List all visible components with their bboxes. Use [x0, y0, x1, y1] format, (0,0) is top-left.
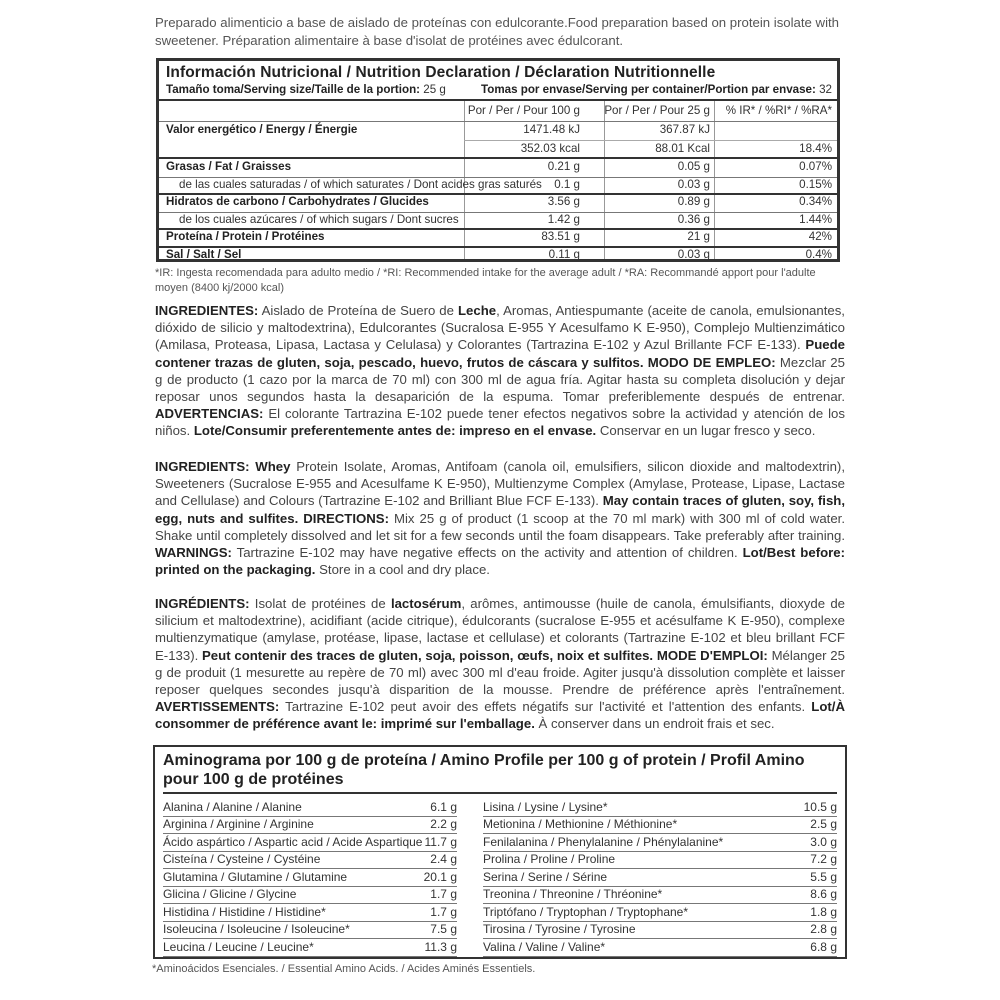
ingredients-fr-segment: Peut contenir des traces de gluten, soja, poisson, œufs, noix et sulfites. MODE D'EMPLOI:	[202, 647, 768, 663]
ri-footnote: *IR: Ingesta recomendada para adulto medio / *RI: Recommended intake for the average adult / *RA: Recommandé apport pour l'adulte moyen (8400 kj/2000 kcal)	[155, 267, 816, 294]
amino-value: 7.5 g	[430, 922, 457, 937]
row-divider	[464, 140, 837, 141]
ingredients-fr-segment: INGRÉDIENTS:	[155, 596, 250, 611]
ingredients-en	[155, 458, 845, 578]
nutrient-per-100g: 0.1 g	[554, 177, 580, 191]
amino-value: 11.7 g	[424, 834, 457, 849]
amino-name: Metionina / Methionine / Méthionine*	[483, 817, 678, 832]
amino-value: 1.7 g	[430, 904, 457, 919]
amino-name: Prolina / Proline / Proline	[483, 852, 616, 867]
amino-row	[163, 851, 457, 869]
amino-value: 8.6 g	[810, 887, 837, 902]
amino-row	[163, 921, 457, 939]
amino-value: 7.2 g	[810, 852, 837, 867]
rule	[159, 99, 837, 101]
nutrient-label: Sal / Salt / Sel	[166, 247, 242, 261]
amino-name: Arginina / Arginine / Arginine	[163, 817, 314, 832]
energy-kj-100g: 1471.48 kJ	[523, 123, 580, 136]
ingredients-en-segment: Mix 25 g of product (1 scoop at the 70 ml mark) with 300 ml of cold water. Shake until completely dissolved and let sit for a few seconds until the foam disappears. Take preferably after training.	[155, 510, 845, 543]
ingredients-es-segment: INGREDIENTES:	[155, 303, 259, 318]
amino-value: 10.5 g	[803, 800, 837, 814]
header-per-100g: Por / Per / Pour 100 g	[467, 104, 580, 117]
amino-value: 3.0 g	[810, 834, 837, 849]
serving-label: Tamaño toma/Serving size/Taille de la portion:	[166, 83, 421, 96]
amino-row	[163, 886, 457, 904]
ingredients-es-segment: Lote/Consumir preferentemente antes de: impreso en el envase.	[193, 423, 597, 439]
nutrient-ri: 0.4%	[805, 247, 832, 261]
ingredients-en-segment: Tartrazine E-102 may have negative effects on the activity and attention of children.	[231, 545, 743, 561]
amino-value: 1.7 g	[430, 887, 457, 902]
energy-kcal-25g: 88.01 Kcal	[655, 142, 710, 155]
nutrient-per-100g: 83.51 g	[541, 230, 580, 243]
header-ri: % IR* / %RI* / %RA*	[725, 104, 832, 117]
nutrient-label: Hidratos de carbono / Carbohydrates / Glucides	[166, 195, 429, 208]
serving-line	[166, 83, 832, 97]
amino-value: 20.1 g	[423, 869, 457, 884]
amino-name: Ácido aspártico / Aspartic acid / Acide Aspartique	[163, 834, 423, 849]
amino-row	[483, 851, 837, 869]
per-container-label: Tomas por envase/Serving per container/Portion par envase:	[481, 83, 816, 96]
ingredients-en-segment: Store in a cool and dry place.	[315, 562, 490, 578]
amino-name: Serina / Serine / Sérine	[483, 869, 608, 884]
amino-row	[163, 799, 457, 817]
ingredients-fr-segment: lactosérum	[390, 596, 462, 611]
amino-footnote: *Aminoácidos Esenciales. / Essential Amino Acids. / Acides Aminés Essentiels.	[152, 963, 536, 975]
amino-row	[163, 939, 457, 957]
amino-name: Triptófano / Tryptophan / Tryptophane*	[483, 904, 689, 919]
amino-name: Histidina / Histidine / Histidine*	[163, 904, 326, 919]
nutrient-per-25g: 0.36 g	[677, 212, 710, 226]
amino-value: 2.2 g	[430, 817, 457, 832]
amino-name: Valina / Valine / Valine*	[483, 939, 606, 954]
nutrient-per-100g: 0.11 g	[548, 247, 580, 261]
amino-value: 11.3 g	[424, 939, 457, 954]
ingredients-fr-segment: À conserver dans un endroit frais et sec.	[534, 716, 775, 732]
intro-text: Preparado alimenticio a base de aislado de proteínas con edulcorante.Food preparation based on protein isolate with sweetener. Préparation alimentaire à base d'isolat de protéines avec édulcorant.	[155, 15, 839, 48]
amino-name: Isoleucina / Isoleucine / Isoleucine*	[163, 922, 350, 937]
nutrient-ri: 0.07%	[799, 160, 832, 173]
nutrient-ri: 42%	[808, 230, 832, 243]
amino-row	[483, 816, 837, 834]
ingredients-en-segment: Lot/Best before: printed on the packaging.	[155, 545, 846, 578]
row-divider	[159, 121, 837, 122]
amino-row	[483, 939, 837, 957]
energy-kj-25g: 367.87 kJ	[659, 123, 710, 136]
amino-row	[483, 921, 837, 939]
amino-name: Leucina / Leucine / Leucine*	[163, 939, 314, 954]
nutrient-label: de los cuales azúcares / of which sugars / Dont sucres	[179, 212, 459, 226]
amino-value: 6.1 g	[430, 800, 457, 814]
amino-row	[483, 799, 837, 817]
amino-row	[163, 869, 457, 887]
ingredients-es-segment: El colorante Tartrazina E-102 puede tener efectos negativos sobre la actividad y atención de los niños.	[155, 406, 845, 439]
nutrient-per-100g: 1.42 g	[547, 212, 580, 226]
amino-row	[483, 886, 837, 904]
amino-row	[163, 834, 457, 852]
ingredients-es-segment: Conservar en un lugar fresco y seco.	[596, 423, 816, 439]
amino-value: 2.5 g	[810, 817, 837, 832]
nutrient-per-25g: 0.03 g	[677, 247, 710, 261]
ingredients-fr-segment: AVERTISSEMENTS:	[155, 699, 280, 715]
amino-row	[483, 834, 837, 852]
nutrition-table	[156, 58, 840, 262]
ingredients-fr-segment: Isolat de protéines de	[249, 596, 391, 611]
serving-value: 25 g	[423, 83, 446, 96]
ingredients-fr-segment: , arômes, antimousse (huile de canola, émulsifiants, dioxyde de silicium et maltodextrine), acidifiant (acide citrique), édulcorants (sucralose E-955 et acésulfame K E-950), complexe multienzymatique (amylase, protéase, lipase, lactase et cellulase) et colorants (Tartrazine E-102 et bleu brillant FCF E-133).	[155, 596, 845, 663]
ingredients-fr-segment: Tartrazine E-102 peut avoir des effets négatifs sur l'activité et l'attention des enfants.	[279, 699, 812, 715]
amino-name: Glutamina / Glutamine / Glutamine	[163, 869, 348, 884]
amino-row	[483, 869, 837, 887]
ingredients-en-segment: Protein Isolate, Aromas, Antifoam (canola oil, emulsifiers, silicon dioxide and maltodextrin), Sweeteners (Sucralose E-955 and Acesulfame K E-950), Multienzyme Complex (Amylase, Protease, Lipase, Lactase and Cellulase) and Colours (Tartrazine E-102 and Brilliant Blue FCF E-133).	[155, 459, 845, 509]
nutrient-per-100g: 0.21 g	[547, 160, 580, 173]
energy-ri: 18.4%	[799, 142, 832, 155]
nutrient-ri: 0.15%	[799, 177, 832, 191]
energy-kcal-100g: 352.03 kcal	[520, 142, 580, 155]
nutrient-ri: 1.44%	[799, 212, 832, 226]
ingredients-fr-segment: Mélanger 25 g de produit (1 mesurette au repère de 70 ml) avec 300 ml d'eau froide. Agiter jusqu'à dissolution complète et laisser reposer quelques secondes jusqu'à disparition de la mousse. Prendre de préférence après l'entraînement.	[155, 647, 845, 698]
ingredients-es-segment: Leche	[458, 303, 497, 318]
nutrient-label: Proteína / Protein / Protéines	[166, 230, 325, 243]
amino-value: 1.8 g	[810, 904, 837, 919]
amino-name: Tirosina / Tyrosine / Tyrosine	[483, 922, 636, 937]
nutrient-per-100g: 3.56 g	[547, 195, 580, 208]
nutrient-per-25g: 0.89 g	[677, 195, 710, 208]
ingredients-es-segment: Mezclar 25 g de producto (1 cazo por la marca de 70 ml) con 300 ml de agua fría. Agitar hasta su completa disolución y dejar reposar unos segundos hasta la desaparición de la espuma. Tomar preferiblemente después de entrenar.	[155, 354, 845, 405]
ingredients-es-segment: ADVERTENCIAS:	[155, 406, 264, 422]
amino-name: Lisina / Lysine / Lysine*	[483, 800, 608, 814]
ingredients-es-segment: Puede contener trazas de gluten, soja, pescado, huevo, frutos de cáscara y sulfitos. MODO DE EMPLEO:	[155, 337, 845, 370]
header-per-25g: Por / Per / Pour 25 g	[604, 104, 710, 117]
ingredients-es-segment: , Aromas, Antiespumante (aceite de canola, emulsionantes, dióxido de silicio y maltodextrina), Edulcorantes (Sucralosa E-955 Y Acesulfamo K E-950), Complejo Multienzimático (Amilasa, Proteasa, Lipasa, Lactasa y Celulasa) y Colorantes (Tartrazina E-102 y Azul Brillante FCF E-133).	[155, 303, 845, 353]
amino-name: Glicina / Glicine / Glycine	[163, 887, 297, 902]
rule	[163, 792, 837, 794]
amino-value: 5.5 g	[810, 869, 837, 884]
nutrient-ri: 0.34%	[799, 195, 832, 208]
ingredients-fr-segment: Lot/À consommer de préférence avant le: imprimé sur l'emballage.	[155, 699, 845, 732]
amino-name: Alanina / Alanine / Alanine	[163, 800, 302, 814]
amino-value: 2.8 g	[810, 922, 837, 937]
per-container-value: 32	[819, 83, 832, 96]
amino-table	[153, 745, 847, 959]
amino-row	[163, 816, 457, 834]
ingredients-fr	[155, 595, 845, 733]
ingredients-en-segment: May contain traces of gluten, soy, fish, egg, nuts and sulfites. DIRECTIONS:	[155, 493, 845, 526]
amino-value: 2.4 g	[430, 852, 457, 867]
ingredients-en-segment: WARNINGS:	[155, 545, 232, 561]
nutrition-title: Información Nutricional / Nutrition Declaration / Déclaration Nutritionnelle	[166, 64, 716, 81]
amino-value: 6.8 g	[810, 939, 837, 954]
nutrient-per-25g: 0.05 g	[677, 160, 710, 173]
nutrient-per-25g: 21 g	[687, 230, 710, 243]
amino-name: Fenilalanina / Phenylalanine / Phénylalanine*	[483, 834, 724, 849]
amino-name: Treonina / Threonine / Thréonine*	[483, 887, 663, 902]
energy-label: Valor energético / Energy / Énergie	[166, 123, 358, 136]
nutrient-per-25g: 0.03 g	[677, 177, 710, 191]
amino-row	[483, 904, 837, 922]
rule	[159, 157, 837, 159]
amino-name: Cisteína / Cysteine / Cystéine	[163, 852, 321, 867]
amino-title: Aminograma por 100 g de proteína / Amino Profile per 100 g of protein / Profil Amino pour 100 g de protéines	[163, 752, 805, 788]
amino-row	[163, 904, 457, 922]
ingredients-es-segment: Aislado de Proteína de Suero de	[258, 303, 458, 318]
ingredients-en-segment: INGREDIENTS: Whey	[155, 459, 291, 474]
nutrient-label: de las cuales saturadas / of which saturates / Dont acides gras saturés	[179, 177, 542, 191]
nutrient-label: Grasas / Fat / Graisses	[166, 160, 292, 173]
ingredients-es	[155, 302, 845, 440]
